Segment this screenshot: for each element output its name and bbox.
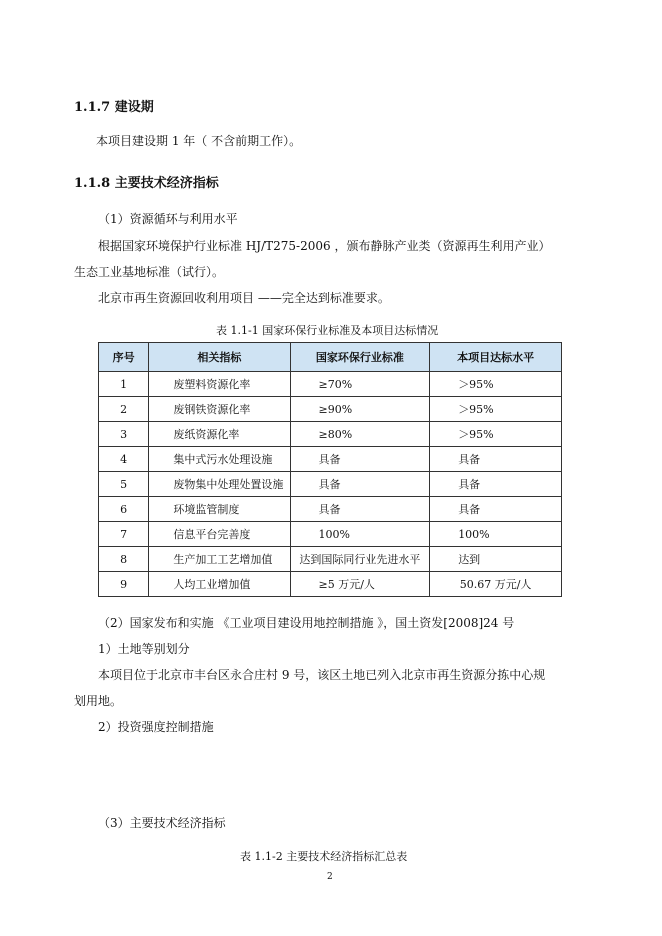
compliance-paragraph: 北京市再生资源回收利用项目 ——完全达到标准要求。 xyxy=(98,291,390,305)
cell-index: 8 xyxy=(99,547,149,572)
header-project-level: 本项目达标水平 xyxy=(430,343,562,372)
cell-index: 9 xyxy=(99,572,149,597)
cell-indicator: 废钢铁资源化率 xyxy=(149,397,290,422)
standard-paragraph-line1: 根据国家环境保护行业标准 HJ/T275-2006 ，颁布静脉产业类（资源再生利用产业） xyxy=(98,239,551,253)
table-header-row xyxy=(99,343,562,372)
cell-indicator: 人均工业增加值 xyxy=(149,572,290,597)
table-row xyxy=(99,547,562,572)
land-paragraph-line1: 本项目位于北京市丰台区永合庄村 9 号，该区土地已列入北京市再生资源分拣中心规 xyxy=(98,668,546,682)
cell-standard: 100% xyxy=(290,522,430,547)
construction-period-text: 本项目建设期 1 年（ 不含前期工作）。 xyxy=(96,134,302,148)
cell-level: 具备 xyxy=(430,447,562,472)
cell-level: ＞95% xyxy=(430,397,562,422)
cell-standard: 具备 xyxy=(290,497,430,522)
table-row xyxy=(99,572,562,597)
cell-indicator: 废纸资源化率 xyxy=(149,422,290,447)
table-2-caption: 表 1.1-2 主要技术经济指标汇总表 xyxy=(240,850,408,863)
header-national-standard: 国家环保行业标准 xyxy=(290,343,430,372)
sub-2-heading: 2）投资强度控制措施 xyxy=(98,720,214,734)
cell-index: 1 xyxy=(99,372,149,397)
section-1-1-8-title: 1.1.8 主要技术经济指标 xyxy=(74,176,219,191)
standards-table xyxy=(98,342,562,597)
cell-standard: ≥80% xyxy=(290,422,430,447)
sub-1-heading: 1）土地等别划分 xyxy=(98,642,190,656)
cell-level: 100% xyxy=(430,522,562,547)
cell-level: 达到 xyxy=(430,547,562,572)
cell-level: 50.67 万元/人 xyxy=(430,572,562,597)
cell-index: 7 xyxy=(99,522,149,547)
table-row xyxy=(99,447,562,472)
cell-index: 5 xyxy=(99,472,149,497)
cell-standard: ≥70% xyxy=(290,372,430,397)
table-row xyxy=(99,497,562,522)
cell-standard: ≥90% xyxy=(290,397,430,422)
page-number: 2 xyxy=(327,872,333,882)
cell-indicator: 集中式污水处理设施 xyxy=(149,447,290,472)
cell-level: ＞95% xyxy=(430,422,562,447)
table-row xyxy=(99,522,562,547)
table-1-caption: 表 1.1-1 国家环保行业标准及本项目达标情况 xyxy=(216,324,439,337)
table-row xyxy=(99,397,562,422)
table-row xyxy=(99,372,562,397)
cell-indicator: 环境监管制度 xyxy=(149,497,290,522)
cell-indicator: 废塑料资源化率 xyxy=(149,372,290,397)
header-index: 序号 xyxy=(99,343,149,372)
cell-index: 3 xyxy=(99,422,149,447)
cell-index: 2 xyxy=(99,397,149,422)
table-row xyxy=(99,472,562,497)
land-paragraph-line2: 划用地。 xyxy=(74,694,123,708)
cell-level: 具备 xyxy=(430,497,562,522)
cell-level: ＞95% xyxy=(430,372,562,397)
header-indicator: 相关指标 xyxy=(149,343,290,372)
cell-indicator: 生产加工工艺增加值 xyxy=(149,547,290,572)
cell-indicator: 信息平台完善度 xyxy=(149,522,290,547)
item-3-heading: （3）主要技术经济指标 xyxy=(98,816,226,830)
cell-standard: 具备 xyxy=(290,472,430,497)
cell-level: 具备 xyxy=(430,472,562,497)
standard-paragraph-line2: 生态工业基地标准（试行）。 xyxy=(74,265,225,279)
cell-standard: 达到国际同行业先进水平 xyxy=(290,547,430,572)
section-1-1-7-title: 1.1.7 建设期 xyxy=(74,100,154,115)
cell-index: 4 xyxy=(99,447,149,472)
cell-index: 6 xyxy=(99,497,149,522)
item-1-heading: （1）资源循环与利用水平 xyxy=(98,212,238,226)
cell-standard: ≥5 万元/人 xyxy=(290,572,430,597)
item-2-heading: （2）国家发布和实施 《工业项目建设用地控制措施 》，国土资发[2008]24 号 xyxy=(98,616,515,630)
cell-indicator: 废物集中处理处置设施 xyxy=(149,472,290,497)
cell-standard: 具备 xyxy=(290,447,430,472)
table-row xyxy=(99,422,562,447)
